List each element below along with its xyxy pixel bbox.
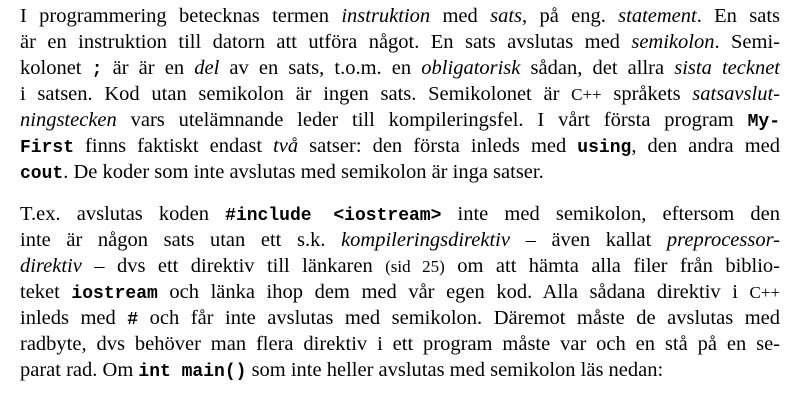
text-run: satser: den första inleds med bbox=[298, 135, 578, 157]
text-line bbox=[20, 81, 780, 107]
text-line bbox=[20, 279, 780, 305]
language-name: C++ bbox=[571, 85, 602, 104]
text-run: . De koder som inte avslutas med semikolon är inga satser. bbox=[63, 161, 544, 183]
text-run: kolonet bbox=[20, 57, 92, 79]
text-run: och länka ihop dem med vår egen kod. Alla sådana direktiv i bbox=[157, 281, 750, 303]
text-run: radbyte, dvs behöver man flera direktiv i ett program måste var och en stå på en se- bbox=[20, 333, 780, 355]
text-run: i satsen. Kod utan semikolon är ingen sats. Semikolonet är bbox=[20, 83, 572, 105]
text-run: parat rad. Om bbox=[20, 359, 139, 381]
text-run: – dvs ett direktiv till länkaren bbox=[81, 255, 386, 277]
text-run: med bbox=[430, 5, 491, 27]
language-name: C++ bbox=[749, 283, 781, 302]
term-satsavslutningstecken: ningstecken bbox=[20, 109, 117, 131]
term-statement: statement bbox=[618, 5, 697, 27]
text-run: av en sats, t.o.m. en bbox=[219, 57, 422, 79]
term-preprocessordirektiv: preprocessor- bbox=[666, 229, 780, 251]
text-line bbox=[20, 3, 780, 29]
page-reference: (sid 25) bbox=[385, 257, 445, 276]
text-run: finns faktiskt endast bbox=[74, 135, 274, 157]
text-run: är är en bbox=[102, 57, 195, 79]
paragraph-directives bbox=[20, 201, 780, 383]
code-include-iostream: #include <iostream> bbox=[225, 206, 442, 226]
code-hash: # bbox=[127, 310, 139, 330]
text-run: inleds med bbox=[20, 307, 128, 329]
term-instruktion: instruktion bbox=[341, 5, 431, 27]
text-line bbox=[20, 55, 780, 81]
text-run: , på eng. bbox=[522, 5, 619, 27]
term-sats: sats bbox=[490, 5, 522, 27]
code-cout: cout bbox=[20, 164, 64, 184]
text-line bbox=[20, 253, 780, 279]
text-run: och får inte avslutas med semikolon. Däremot måste de avslutas med bbox=[138, 307, 780, 329]
text-line bbox=[20, 107, 780, 133]
text-line bbox=[20, 331, 780, 357]
term-del: del bbox=[194, 57, 220, 79]
text-line bbox=[20, 227, 780, 253]
text-line bbox=[20, 29, 780, 55]
text-run: är en instruktion till datorn att utföra något. En sats avslutas med bbox=[20, 31, 632, 53]
term-kompileringsdirektiv: kompileringsdirektiv bbox=[341, 229, 510, 251]
document-page bbox=[20, 0, 780, 383]
term-semikolon: semikolon bbox=[631, 31, 715, 53]
text-run: om att hämta alla filer från biblio- bbox=[444, 255, 780, 277]
term-sista-tecknet: sista tecknet bbox=[674, 57, 780, 79]
text-run: språkets bbox=[601, 83, 693, 105]
text-run: . Semi- bbox=[714, 31, 781, 53]
text-run: . En sats bbox=[696, 5, 780, 27]
text-line bbox=[20, 305, 780, 331]
code-using: using bbox=[577, 138, 632, 158]
code-myfirst: My- bbox=[747, 112, 780, 132]
text-line bbox=[20, 159, 780, 185]
text-run: teket bbox=[20, 281, 72, 303]
text-line bbox=[20, 357, 780, 383]
text-line bbox=[20, 201, 780, 227]
code-semicolon: ; bbox=[91, 60, 103, 80]
text-run: som inte heller avslutas med semikolon läs nedan: bbox=[246, 359, 664, 381]
text-run: inte är någon sats utan ett s.k. bbox=[20, 229, 342, 251]
term-satsavslutningstecken: satsavslut- bbox=[692, 83, 780, 105]
text-run: inte med semikolon, eftersom den bbox=[441, 203, 780, 225]
code-myfirst: First bbox=[20, 138, 75, 158]
text-run: vars utelämnande leder till kompileringsfel. I vårt första program bbox=[116, 109, 748, 131]
paragraph-statements bbox=[20, 0, 780, 185]
term-obligatorisk: obligatorisk bbox=[421, 57, 521, 79]
text-run: I programmering betecknas termen bbox=[20, 5, 342, 27]
text-run: T.ex. avslutas koden bbox=[20, 203, 226, 225]
term-tva: två bbox=[273, 135, 299, 157]
text-run: – även kallat bbox=[509, 229, 667, 251]
text-run: sådan, det allra bbox=[520, 57, 675, 79]
text-line bbox=[20, 133, 780, 159]
text-run: , den andra med bbox=[631, 135, 780, 157]
code-int-main: int main() bbox=[138, 362, 247, 382]
term-preprocessordirektiv: direktiv bbox=[20, 255, 82, 277]
code-iostream: iostream bbox=[71, 284, 158, 304]
